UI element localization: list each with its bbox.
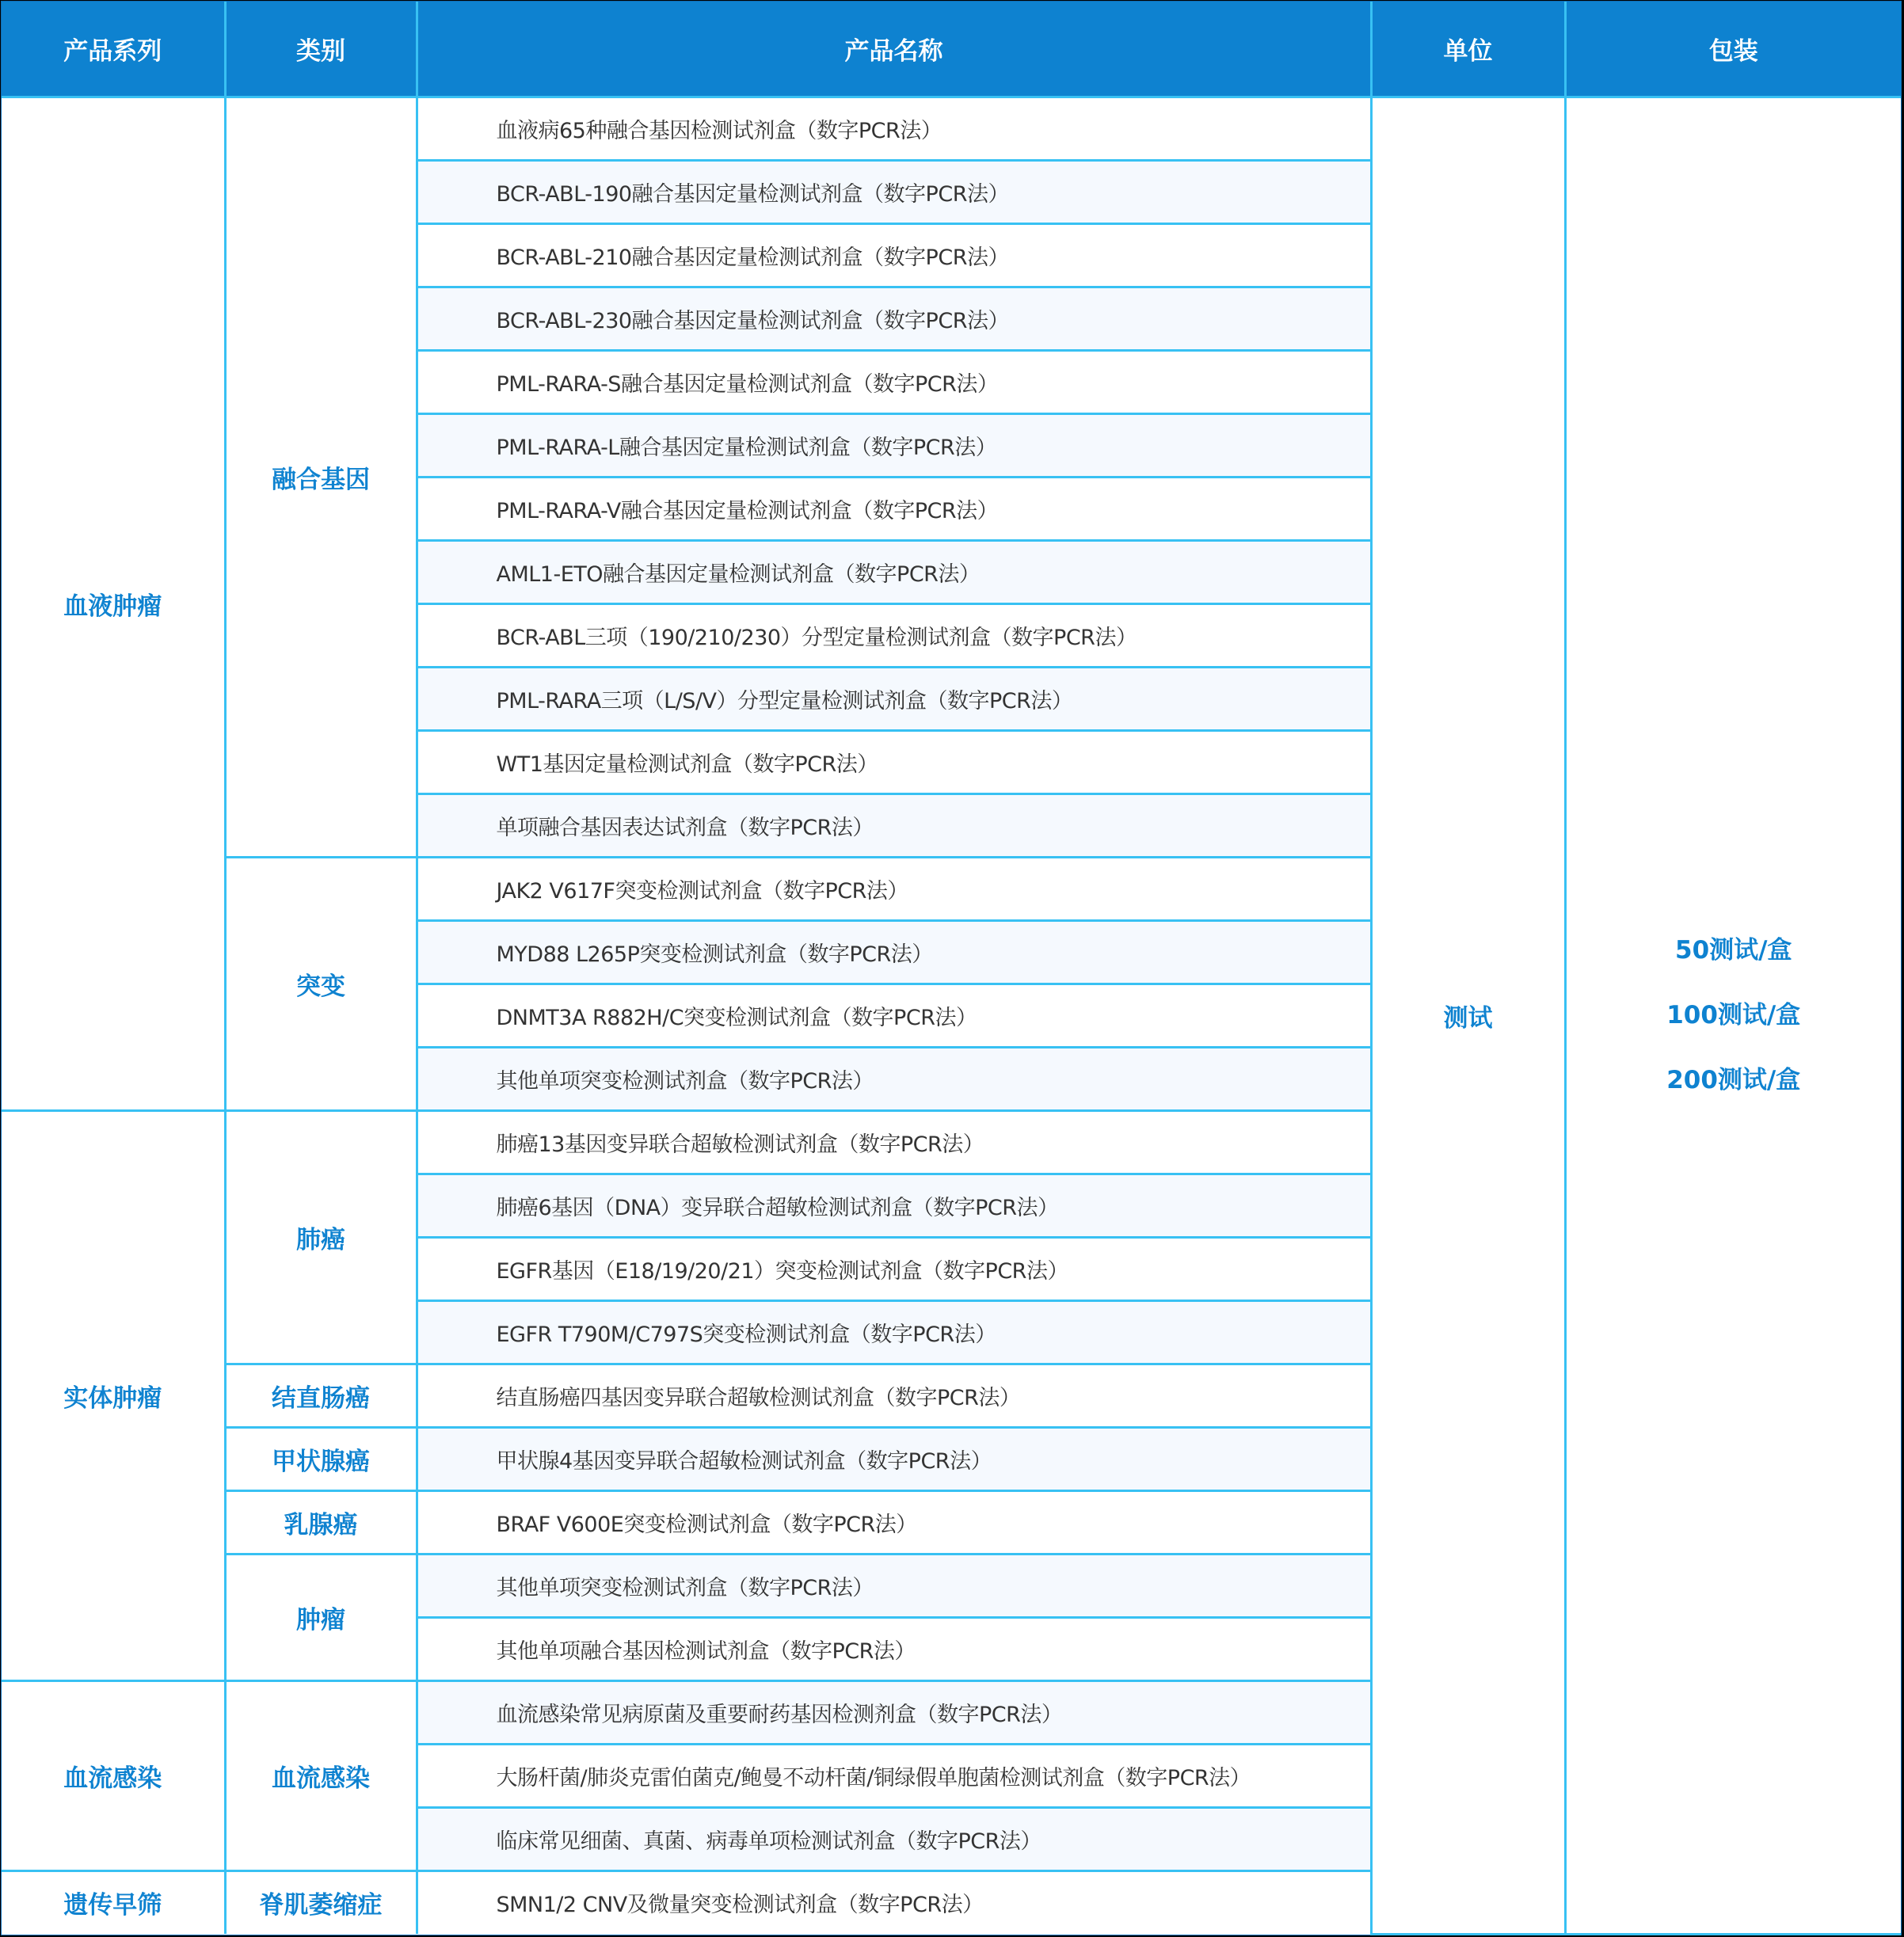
product-name-cell: PML-RARA-L融合基因定量检测试剂盒（数字PCR法） (417, 413, 1371, 477)
category-cell: 血流感染 (225, 1680, 417, 1870)
header-package: 包装 (1565, 2, 1901, 97)
product-name-cell: 大肠杆菌/肺炎克雷伯菌克/鲍曼不动杆菌/铜绿假单胞菌检测试剂盒（数字PCR法） (417, 1744, 1371, 1807)
product-name-cell: 血液病65种融合基因检测试剂盒（数字PCR法） (417, 97, 1371, 160)
product-name-cell: AML1-ETO融合基因定量检测试剂盒（数字PCR法） (417, 540, 1371, 603)
product-name-cell: BCR-ABL-230融合基因定量检测试剂盒（数字PCR法） (417, 287, 1371, 350)
category-cell: 脊肌萎缩症 (225, 1870, 417, 1934)
category-cell: 甲状腺癌 (225, 1427, 417, 1490)
product-name-cell: PML-RARA三项（L/S/V）分型定量检测试剂盒（数字PCR法） (417, 667, 1371, 730)
product-name-cell: 肺癌6基因（DNA）变异联合超敏检测试剂盒（数字PCR法） (417, 1174, 1371, 1237)
product-name-cell: 其他单项突变检测试剂盒（数字PCR法） (417, 1047, 1371, 1110)
product-table (2, 2, 1901, 1935)
product-name-cell: EGFR T790M/C797S突变检测试剂盒（数字PCR法） (417, 1300, 1371, 1364)
package-cell (1565, 97, 1901, 1934)
product-name-cell: JAK2 V617F突变检测试剂盒（数字PCR法） (417, 857, 1371, 920)
product-name-cell: DNMT3A R882H/C突变检测试剂盒（数字PCR法） (417, 984, 1371, 1047)
category-cell: 融合基因 (225, 97, 417, 857)
product-name-cell: WT1基因定量检测试剂盒（数字PCR法） (417, 730, 1371, 793)
header-series: 产品系列 (2, 2, 225, 97)
category-cell: 肺癌 (225, 1110, 417, 1364)
header-product-name: 产品名称 (417, 2, 1371, 97)
product-name-cell: 肺癌13基因变异联合超敏检测试剂盒（数字PCR法） (417, 1110, 1371, 1174)
unit-cell: 测试 (1371, 97, 1565, 1934)
table-row (2, 97, 1901, 160)
series-cell: 遗传早筛 (2, 1870, 225, 1934)
category-cell: 结直肠癌 (225, 1364, 417, 1427)
product-name-cell: 血流感染常见病原菌及重要耐药基因检测剂盒（数字PCR法） (417, 1680, 1371, 1744)
table-header-row (2, 2, 1901, 97)
product-name-cell: SMN1/2 CNV及微量突变检测试剂盒（数字PCR法） (417, 1870, 1371, 1934)
product-name-cell: BCR-ABL三项（190/210/230）分型定量检测试剂盒（数字PCR法） (417, 603, 1371, 667)
product-name-cell: 其他单项融合基因检测试剂盒（数字PCR法） (417, 1617, 1371, 1680)
package-option: 200测试/盒 (1666, 1066, 1801, 1094)
series-cell: 实体肿瘤 (2, 1110, 225, 1680)
product-name-cell: 结直肠癌四基因变异联合超敏检测试剂盒（数字PCR法） (417, 1364, 1371, 1427)
product-name-cell: 甲状腺4基因变异联合超敏检测试剂盒（数字PCR法） (417, 1427, 1371, 1490)
product-name-cell: 单项融合基因表达试剂盒（数字PCR法） (417, 793, 1371, 857)
product-name-cell: BCR-ABL-210融合基因定量检测试剂盒（数字PCR法） (417, 223, 1371, 287)
product-name-cell: BCR-ABL-190融合基因定量检测试剂盒（数字PCR法） (417, 160, 1371, 223)
product-name-cell: PML-RARA-S融合基因定量检测试剂盒（数字PCR法） (417, 350, 1371, 413)
product-name-cell: 其他单项突变检测试剂盒（数字PCR法） (417, 1554, 1371, 1617)
header-unit: 单位 (1371, 2, 1565, 97)
header-category: 类别 (225, 2, 417, 97)
product-name-cell: BRAF V600E突变检测试剂盒（数字PCR法） (417, 1490, 1371, 1554)
product-table-container (1, 1, 1902, 1935)
product-name-cell: MYD88 L265P突变检测试剂盒（数字PCR法） (417, 920, 1371, 984)
product-name-cell: PML-RARA-V融合基因定量检测试剂盒（数字PCR法） (417, 477, 1371, 540)
category-cell: 肿瘤 (225, 1554, 417, 1680)
series-cell: 血流感染 (2, 1680, 225, 1870)
package-option: 100测试/盒 (1666, 1001, 1801, 1029)
series-cell: 血液肿瘤 (2, 97, 225, 1110)
category-cell: 乳腺癌 (225, 1490, 417, 1554)
package-option: 50测试/盒 (1675, 936, 1792, 965)
category-cell: 突变 (225, 857, 417, 1110)
product-name-cell: EGFR基因（E18/19/20/21）突变检测试剂盒（数字PCR法） (417, 1237, 1371, 1300)
product-name-cell: 临床常见细菌、真菌、病毒单项检测试剂盒（数字PCR法） (417, 1807, 1371, 1870)
